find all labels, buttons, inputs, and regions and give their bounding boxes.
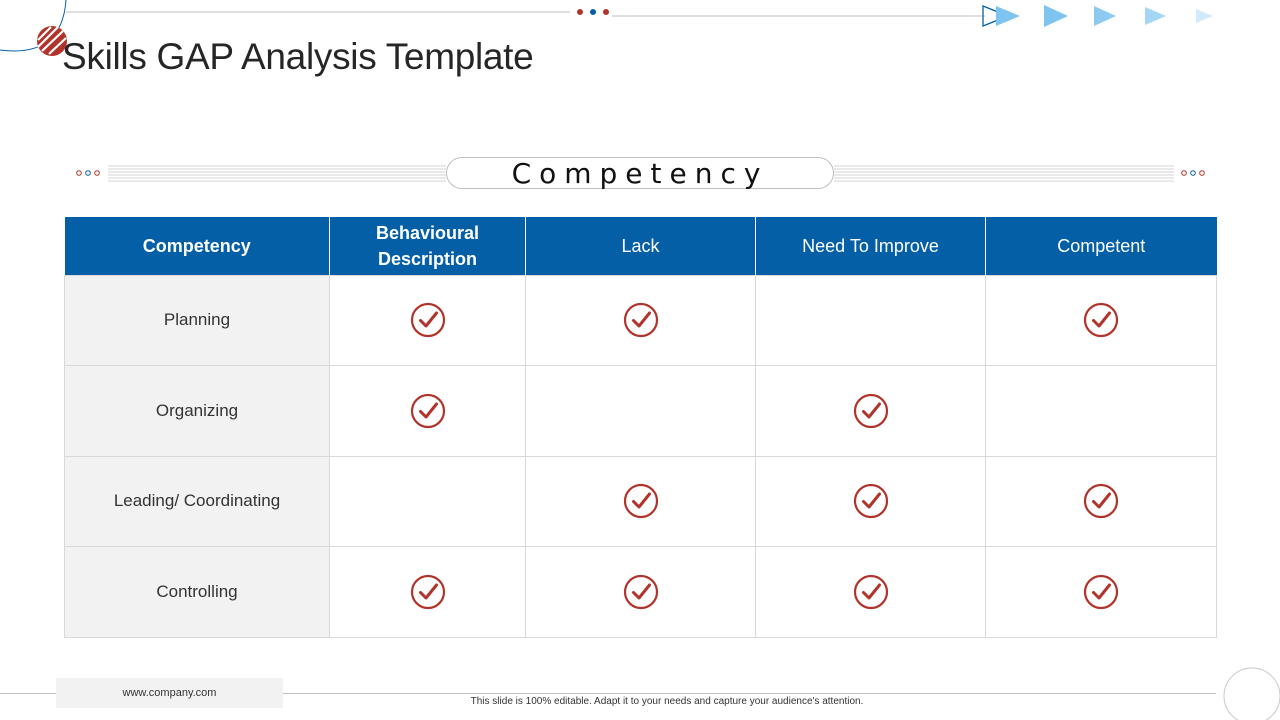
table-cell [330,456,526,547]
table-row [65,547,1217,638]
table-cell [526,456,756,547]
table-cell [526,366,756,457]
footer-note: This slide is 100% editable. Adapt it to your needs and capture your audience's attention. [470,696,864,707]
row-label: Controlling [65,547,330,638]
skills-gap-table [64,217,1217,638]
table-row [65,456,1217,547]
row-label: Organizing [65,366,330,457]
header-competent: Competent [986,217,1217,275]
row-label: Planning [65,275,330,366]
check-circle-icon [853,483,889,519]
table-cell [330,275,526,366]
table-cell [986,547,1217,638]
slide-title: Skills GAP Analysis Template [62,36,534,77]
arrow-icon [1196,9,1213,23]
header-lack: Lack [526,217,756,275]
header-behavioural-description: Behavioural Description [330,217,526,275]
arrow-icon [1094,6,1116,26]
check-circle-icon [410,393,446,429]
table-cell [756,366,986,457]
table-row [65,366,1217,457]
row-label: Leading/ Coordinating [65,456,330,547]
corner-circle-decoration [1222,666,1280,720]
table-cell [330,547,526,638]
table-cell [756,547,986,638]
table-cell [526,547,756,638]
table-cell [526,275,756,366]
table-cell [330,366,526,457]
check-circle-icon [410,574,446,610]
check-circle-icon [1083,574,1119,610]
table-cell [756,456,986,547]
check-circle-icon [410,302,446,338]
check-circle-icon [853,574,889,610]
arrow-icon [1145,7,1166,25]
check-circle-icon [853,393,889,429]
footer-url: www.company.com [56,678,283,708]
check-circle-icon [623,483,659,519]
arrow-icon [1044,5,1068,27]
check-circle-icon [623,574,659,610]
check-circle-icon [1083,302,1119,338]
table-row [65,275,1217,366]
arrow-icon [996,6,1020,26]
check-circle-icon [623,302,659,338]
section-title: Competency [446,157,834,189]
table-cell [756,275,986,366]
header-need-to-improve: Need To Improve [756,217,986,275]
table-cell [986,456,1217,547]
table-header-row [65,217,1217,275]
check-circle-icon [1083,483,1119,519]
table-cell [986,366,1217,457]
table-cell [986,275,1217,366]
header-competency: Competency [65,217,330,275]
section-heading [0,150,1280,196]
